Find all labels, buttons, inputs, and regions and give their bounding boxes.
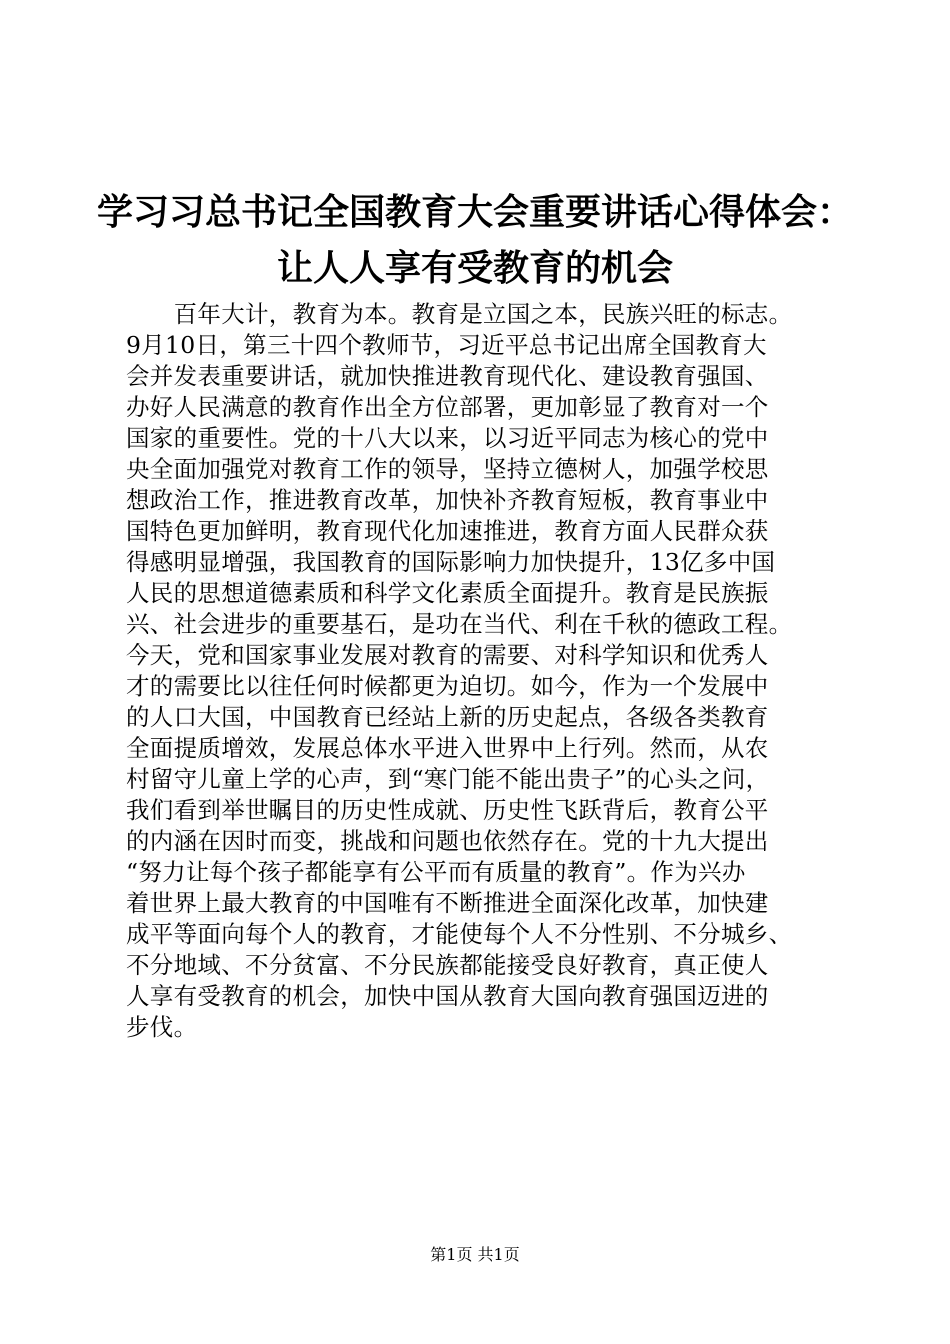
body-line: 百年大计，教育为本。教育是立国之本，民族兴旺的标志。 — [126, 300, 793, 328]
body-line: 步伐。 — [126, 1013, 198, 1041]
body-line: 得感明显增强，我国教育的国际影响力加快提升，13亿多中国 — [126, 548, 776, 576]
page-footer: 第1页 共1页 — [430, 1245, 520, 1264]
body-line: 会并发表重要讲话，就加快推进教育现代化、建设教育强国、 — [126, 362, 769, 390]
body-line: 人享有受教育的机会，加快中国从教育大国向教育强国迈进的 — [126, 982, 769, 1010]
body-line: “努力让每个孩子都能享有公平而有质量的教育”。作为兴办 — [126, 858, 746, 886]
body-line: 的内涵在因时而变，挑战和问题也依然存在。党的十九大提出 — [126, 827, 769, 855]
body-line: 国特色更加鲜明，教育现代化加速推进，教育方面人民群众获 — [126, 517, 769, 545]
body-line: 村留守儿童上学的心声，到“寒门能不能出贵子”的心头之问， — [126, 765, 770, 793]
body-line: 我们看到举世瞩目的历史性成就、历史性飞跃背后，教育公平 — [126, 796, 769, 824]
document-title-line-2: 让人人享有受教育的机会 — [276, 247, 673, 289]
body-line: 想政治工作，推进教育改革，加快补齐教育短板，教育事业中 — [126, 486, 769, 514]
body-line: 兴、社会进步的重要基石，是功在当代、利在千秋的德政工程。 — [126, 610, 793, 638]
body-line: 成平等面向每个人的教育，才能使每个人不分性别、不分城乡、 — [126, 920, 793, 948]
body-line: 着世界上最大教育的中国唯有不断推进全面深化改革，加快建 — [126, 889, 769, 917]
document-title-line-1: 学习习总书记全国教育大会重要讲话心得体会： — [96, 191, 853, 233]
body-line: 才的需要比以往任何时候都更为迫切。如今，作为一个发展中 — [126, 672, 769, 700]
body-line: 全面提质增效，发展总体水平进入世界中上行列。然而，从农 — [126, 734, 769, 762]
body-line: 的人口大国，中国教育已经站上新的历史起点，各级各类教育 — [126, 703, 769, 731]
body-line: 9月10日，第三十四个教师节，习近平总书记出席全国教育大 — [126, 331, 767, 359]
body-line: 人民的思想道德素质和科学文化素质全面提升。教育是民族振 — [126, 579, 769, 607]
body-line: 央全面加强党对教育工作的领导，坚持立德树人，加强学校思 — [126, 455, 769, 483]
body-line: 国家的重要性。党的十八大以来，以习近平同志为核心的党中 — [126, 424, 769, 452]
body-line: 办好人民满意的教育作出全方位部署，更加彰显了教育对一个 — [126, 393, 769, 421]
document-body — [126, 299, 836, 1043]
body-line: 今天，党和国家事业发展对教育的需要、对科学知识和优秀人 — [126, 641, 769, 669]
body-line: 不分地域、不分贫富、不分民族都能接受良好教育，真正使人 — [126, 951, 769, 979]
